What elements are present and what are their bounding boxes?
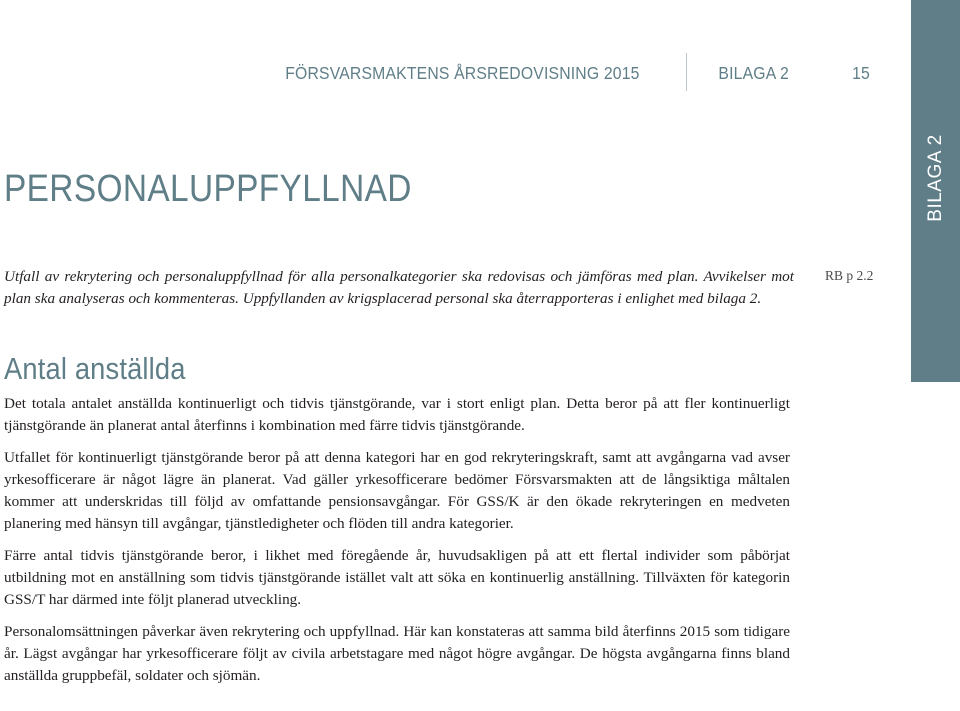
paragraph: Det totala antalet anställda kontinuerligt och tidvis tjänstgörande, var i stort enligt plan. Detta beror på att fler kontinuerligt tjänstgörande än planerat antal återfinns i kombination med färre tidvis tjänstgörande.	[4, 395, 790, 434]
side-tab-label: BILAGA 2	[924, 134, 946, 222]
appendix-label: BILAGA 2	[718, 63, 789, 83]
paragraph: Utfallet för kontinuerligt tjänstgörande beror på att denna kategori har en god rekryteringskraft, samt att avgångarna vad avser yrkesofficerare är något lägre än planerat. Vad gäller yrkesofficerare bedömer Försvarsmakten att de långsiktiga måltalen kommer att underskridas till följd av omfattande pensionsavgångar. För GSS/K är den ökade rekryteringen en medveten planering med hänsyn till avgångar, tjänstledigheter och flöden till andra kategorier.	[4, 449, 790, 532]
section-body	[4, 393, 790, 697]
header-divider	[686, 53, 687, 91]
paragraph: Färre antal tidvis tjänstgörande beror, i likhet med föregående år, huvudsakligen på att ett flertal individer som påbörjat utbildning mot en anställning som tidvis tjänstgörande istället valt att söka en kontinuerlig anställning. Tillväxten för kategorin GSS/T har därmed inte följt planerad utveckling.	[4, 547, 790, 608]
report-title: FÖRSVARSMAKTENS ÅRSREDOVISNING 2015	[285, 63, 640, 83]
appendix-side-tab	[911, 0, 960, 382]
paragraph: Personalomsättningen påverkar även rekrytering och uppfyllnad. Här kan konstateras att samma bild återfinns 2015 som tidigare år. Lägst avgångar har yrkesofficerare följt av civila arbetstagare med något högre avgångar. De högsta avgångarna finns bland anställda gruppbefäl, soldater och sjömän.	[4, 623, 790, 684]
running-header	[87, 63, 870, 93]
page-number: 15	[852, 63, 870, 83]
page-title: PERSONALUPPFYLLNAD	[4, 168, 412, 210]
margin-reference: RB p 2.2	[825, 268, 874, 283]
section-heading: Antal anställda	[4, 351, 186, 386]
intro-instruction: Utfall av rekrytering och personaluppfyllnad för alla personalkategorier ska redovisas och jämföras med plan. Avvikelser mot plan ska analyseras och kommenteras. Uppfyllanden av krigsplacerad personal ska återrapporteras i enlighet med bilaga 2.	[4, 268, 794, 307]
